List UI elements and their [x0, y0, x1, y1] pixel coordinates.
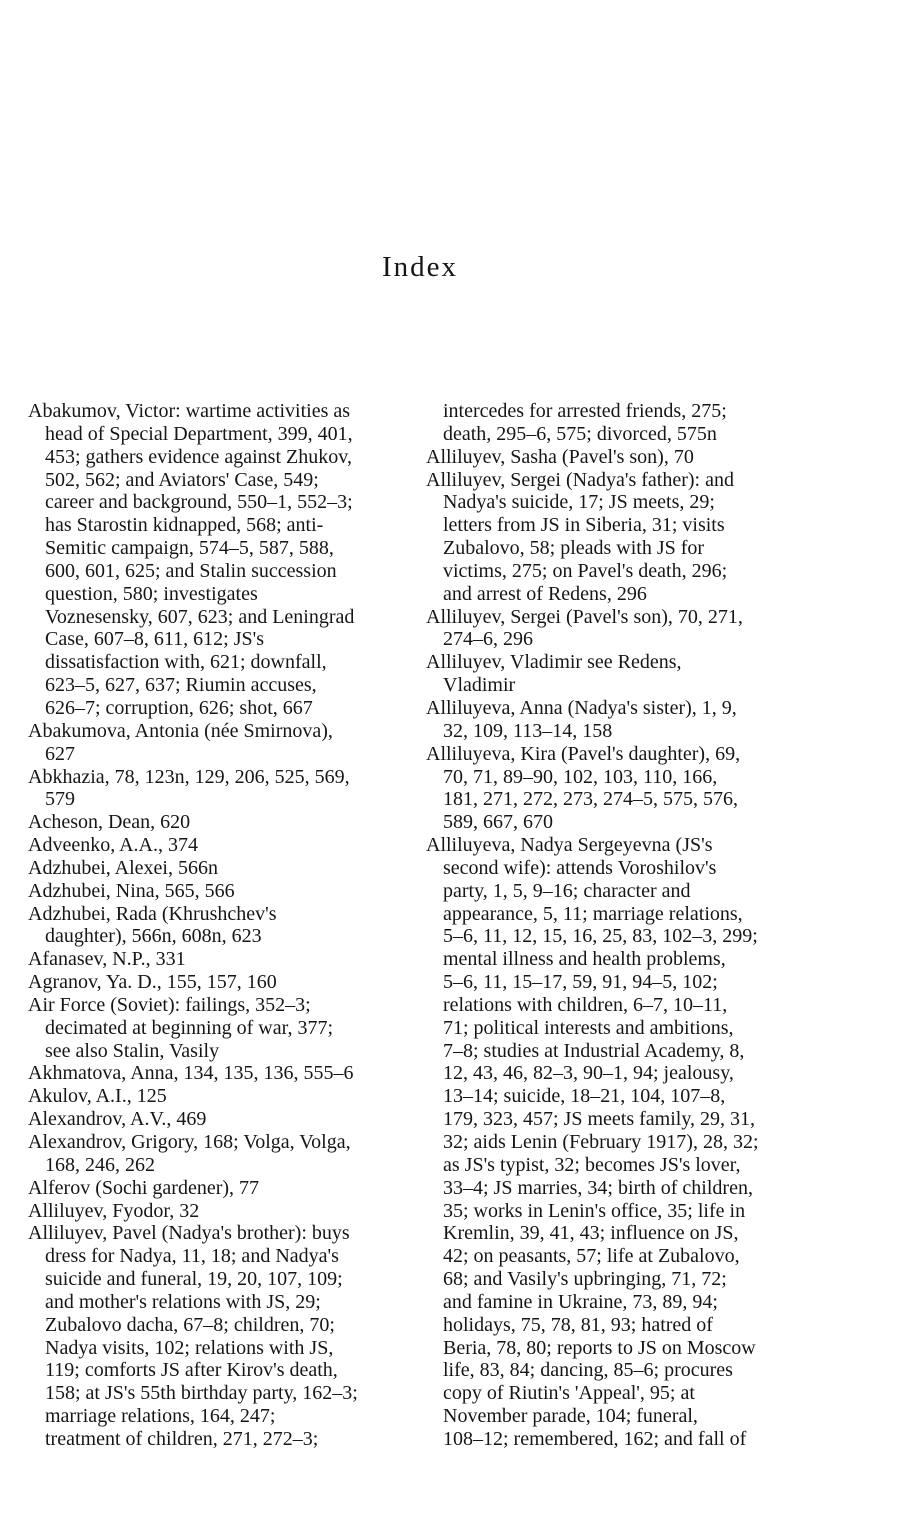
index-entry: Alliluyev, Vladimir see Redens, Vladimir	[426, 651, 682, 697]
index-entry: Abakumov, Victor: wartime activities as head of Special Department, 399, 401, 453; gathers evidence against Zhukov, 502, 562; and Aviators' Case, 549; career and background, 550–1, 552–3; has Starostin kidnapped, 568; anti- Semitic campaign, 574–5, 587, 588, 600, 601, 625; and Stalin succession question, 580; investigates Voznesensky, 607, 623; and Leningrad Case, 607–8, 611, 612; JS's dissatisfaction with, 621; downfall, 623–5, 627, 637; Riumin accuses, 626–7; corruption, 626; shot, 667	[28, 400, 355, 719]
index-entry: Alliluyev, Fyodor, 32	[28, 1199, 200, 1222]
index-entry: Adzhubei, Nina, 565, 566	[28, 879, 235, 902]
index-entry: Adveenko, A.A., 374	[28, 834, 198, 857]
index-entry: Akhmatova, Anna, 134, 135, 136, 555–6	[28, 1062, 354, 1085]
index-entry: Alliluyeva, Kira (Pavel's daughter), 69, 70, 71, 89–90, 102, 103, 110, 166, 181, 271, 272, 273, 274–5, 575, 576, 589, 667, 670	[426, 742, 741, 834]
index-entry: Akulov, A.I., 125	[28, 1085, 167, 1108]
index-entry: Adzhubei, Alexei, 566n	[28, 856, 218, 879]
index-entry: Abakumova, Antonia (née Smirnova), 627	[28, 719, 333, 765]
page-title: Index	[381, 251, 459, 284]
index-entry: Agranov, Ya. D., 155, 157, 160	[28, 971, 277, 994]
index-entry: Afanasev, N.P., 331	[28, 948, 186, 971]
index-entry-continuation: intercedes for arrested friends, 275; death, 295–6, 575; divorced, 575n	[443, 400, 727, 445]
index-entry: Alliluyeva, Anna (Nadya's sister), 1, 9, 32, 109, 113–14, 158	[426, 696, 737, 742]
index-entry: Alliluyev, Pavel (Nadya's brother): buys dress for Nadya, 11, 18; and Nadya's suicide and funeral, 19, 20, 107, 109; and mother's relations with JS, 29; Zubalovo dacha, 67–8; children, 70; Nadya visits, 102; relations with JS, 119; comforts JS after Kirov's death, 158; at JS's 55th birthday party, 162–3; marriage relations, 164, 247; treatment of children, 271, 272–3;	[28, 1222, 358, 1450]
index-entry: Alliluyev, Sergei (Nadya's father): and Nadya's suicide, 17; JS meets, 29; letters from JS in Siberia, 31; visits Zubalovo, 58; pleads with JS for victims, 275; on Pavel's death, 296; and arrest of Redens, 296	[426, 468, 734, 605]
index-entry: Air Force (Soviet): failings, 352–3; decimated at beginning of war, 377; see also Stalin, Vasily	[28, 993, 333, 1062]
index-entry: Abkhazia, 78, 123n, 129, 206, 525, 569, 579	[28, 765, 350, 811]
index-entry: Adzhubei, Rada (Khrushchev's daughter), 566n, 608n, 623	[28, 902, 277, 948]
index-entry: Alferov (Sochi gardener), 77	[28, 1176, 260, 1199]
index-entry: Alliluyeva, Nadya Sergeyevna (JS's second wife): attends Voroshilov's party, 1, 5, 9–16; character and appearance, 5, 11; marriage relations, 5–6, 11, 12, 15, 16, 25, 83, 102–3, 299; mental illness and health problems, 5–6, 11, 15–17, 59, 91, 94–5, 102; relations with children, 6–7, 10–11, 71; political interests and ambitions, 7–8; studies at Industrial Academy, 8, 12, 43, 46, 82–3, 90–1, 94; jealousy, 13–14; suicide, 18–21, 104, 107–8, 179, 323, 457; JS meets family, 29, 31, 32; aids Lenin (February 1917), 28, 32; as JS's typist, 32; becomes JS's lover, 33–4; JS marries, 34; birth of children, 35; works in Lenin's office, 35; life in Kremlin, 39, 41, 43; influence on JS, 42; on peasants, 57; life at Zubalovo, 68; and Vasily's upbringing, 71, 72; and famine in Ukraine, 73, 89, 94; holidays, 75, 78, 81, 93; hatred of Beria, 78, 80; reports to JS on Moscow life, 83, 84; dancing, 85–6; procures copy of Riutin's 'Appeal', 95; at November parade, 104; funeral, 108–12; remembered, 162; and fall of	[426, 834, 759, 1450]
index-entry: Alexandrov, Grigory, 168; Volga, Volga, 168, 246, 262	[28, 1131, 351, 1176]
index-entry: Alliluyev, Sasha (Pavel's son), 70	[426, 445, 694, 468]
index-entry: Alliluyev, Sergei (Pavel's son), 70, 271, 274–6, 296	[426, 605, 743, 651]
index-column-right	[426, 400, 816, 1451]
index-column-left	[28, 400, 408, 1451]
index-entry: Alexandrov, A.V., 469	[28, 1108, 207, 1131]
index-entry: Acheson, Dean, 620	[28, 811, 191, 834]
